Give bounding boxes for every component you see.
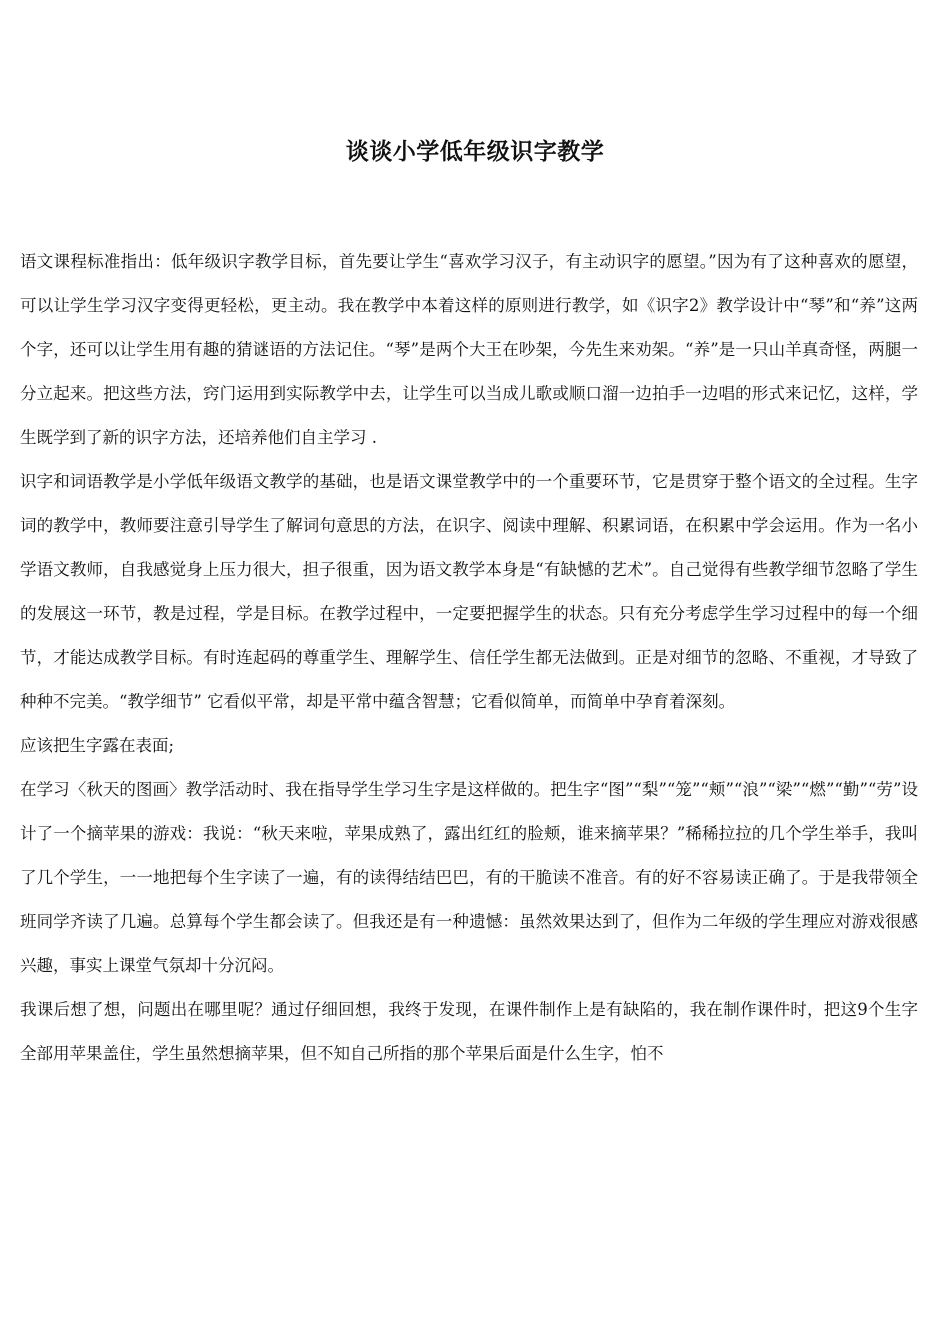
paragraph: 我课后想了想，问题出在哪里呢？通过仔细回想，我终于发现，在课件制作上是有缺陷的，我在制作课件时，把这9个生字全部用苹果盖住，学生虽然想摘苹果，但不知自己所指的那个苹果后面是什么生字，怕不 [20, 1000, 918, 1063]
document-body [20, 240, 918, 1076]
paragraph: 在学习〈秋天的图画〉教学活动时、我在指导学生学习生字是这样做的。把生字“图”“梨”“笼”“颊”“浪”“梁”“燃”“勤”“劳”设计了一个摘苹果的游戏：我说：“秋天来啦，苹果成熟了，露出红红的脸颊，谁来摘苹果？”稀稀拉拉的几个学生举手，我叫了几个学生，一一地把每个生字读了一遍，有的读得结结巴巴，有的干脆读不准音。有的好不容易读正确了。于是我带领全班同学齐读了几遍。总算每个学生都会读了。但我还是有一种遗憾：虽然效果达到了，但作为二年级的学生理应对游戏很感兴趣，事实上课堂气氛却十分沉闷。 [20, 780, 918, 975]
paragraph: 识字和词语教学是小学低年级语文教学的基础，也是语文课堂教学中的一个重要环节，它是贯穿于整个语文的全过程。生字词的教学中，教师要注意引导学生了解词句意思的方法，在识字、阅读中理解、积累词语，在积累中学会运用。作为一名小学语文教师，自我感觉身上压力很大，担子很重，因为语文教学本身是“有缺憾的艺术”。自己觉得有些教学细节忽略了学生的发展这一环节，教是过程，学是目标。在教学过程中，一定要把握学生的状态。只有充分考虑学生学习过程中的每一个细节，才能达成教学目标。有时连起码的尊重学生、理解学生、信任学生都无法做到。正是对细节的忽略、不重视，才导致了种种不完美。“教学细节” 它看似平常，却是平常中蕴含智慧；它看似简单，而简单中孕育着深刻。 [20, 472, 918, 711]
document-title: 谈谈小学低年级识字教学 [345, 139, 605, 165]
paragraph: 语文课程标准指出：低年级识字教学目标，首先要让学生“喜欢学习汉子，有主动识字的愿望。”因为有了这种喜欢的愿望，可以让学生学习汉字变得更轻松，更主动。我在教学中本着这样的原则进行教学，如《识字2》教学设计中“琴”和“养”这两个字，还可以让学生用有趣的猜谜语的方法记住。“琴”是两个大王在吵架，今先生来劝架。“养”是一只山羊真奇怪，两腿一分立起来。把这些方法，窍门运用到实际教学中去，让学生可以当成儿歌或顺口溜一边拍手一边唱的形式来记忆，这样，学生既学到了新的识字方法，还培养他们自主学习 . [20, 252, 918, 447]
paragraph: 应该把生字露在表面; [20, 736, 175, 755]
